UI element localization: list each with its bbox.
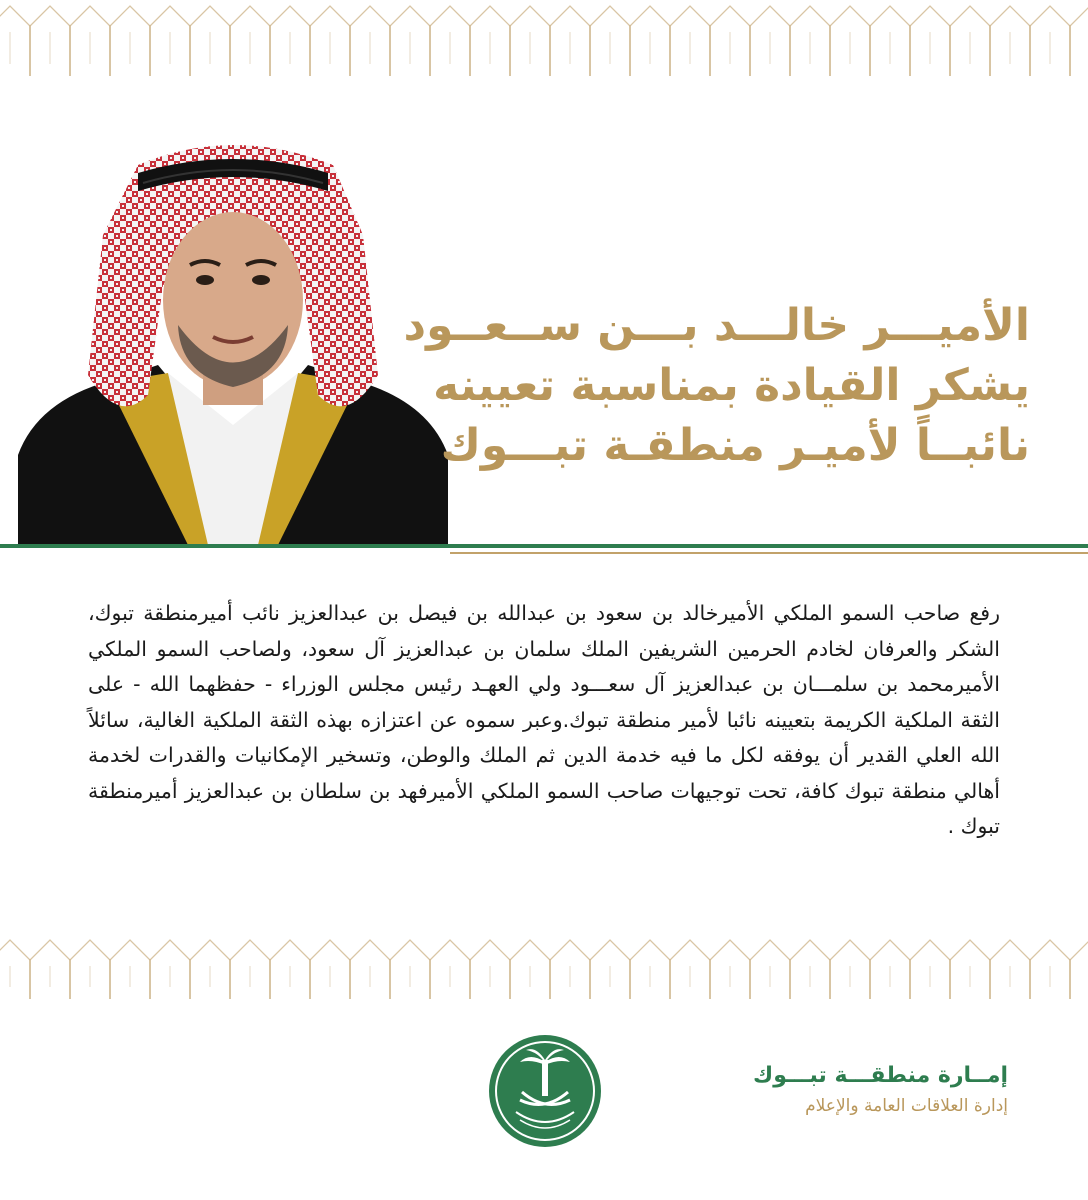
- top-decorative-pattern: [0, 0, 1088, 82]
- department-name: إدارة العلاقات العامة والإعلام: [805, 1096, 1008, 1116]
- bottom-decorative-pattern: [0, 930, 1088, 1005]
- saudi-emblem-icon: [486, 1032, 604, 1150]
- headline-line-3: نائبــاً لأميـر منطقـة تبـــوك: [440, 420, 1030, 471]
- portrait-photo: [18, 125, 448, 545]
- section-divider: [0, 544, 1088, 558]
- organization-name: إمــارة منطقـــة تبـــوك: [753, 1063, 1008, 1088]
- green-divider-line: [0, 544, 1088, 548]
- headline-line-1: الأميـــر خالـــد بـــن ســعــود: [403, 300, 1030, 351]
- gold-divider-line: [450, 552, 1088, 554]
- headline-line-2: يشكر القيادة بمناسبة تعيينه: [433, 360, 1030, 411]
- footer-organization: [753, 1060, 1008, 1120]
- headline: [403, 296, 1030, 476]
- press-release-body: رفع صاحب السمو الملكي الأميرخالد بن سعود بن عبدالله بن فيصل بن عبدالعزيز نائب أميرمنطقة تبوك، الشكر والعرفان لخادم الحرمين الشريفين الملك سلمان بن عبدالعزيز آل سعود، ولصاحب السمو الملكي الأميرمحمد بن سلمـــان بن عبدالعزيز آل سعـــود ولي العهـد رئيس مجلس الوزراء - حفظهما الله - على الثقة الملكية الكريمة بتعيينه نائبا لأمير منطقة تبوك.وعبر سموه عن اعتزازه بهذه الثقة الملكية الغالية، سائلاً الله العلي القدير أن يوفقه لكل ما فيه خدمة الدين ثم الملك والوطن، وتسخير الإمكانيات والقدرات لخدمة أهالي منطقة تبوك كافة، تحت توجيهات صاحب السمو الملكي الأميرفهد بن سلطان بن عبدالعزيز أميرمنطقة تبوك .: [88, 601, 1000, 838]
